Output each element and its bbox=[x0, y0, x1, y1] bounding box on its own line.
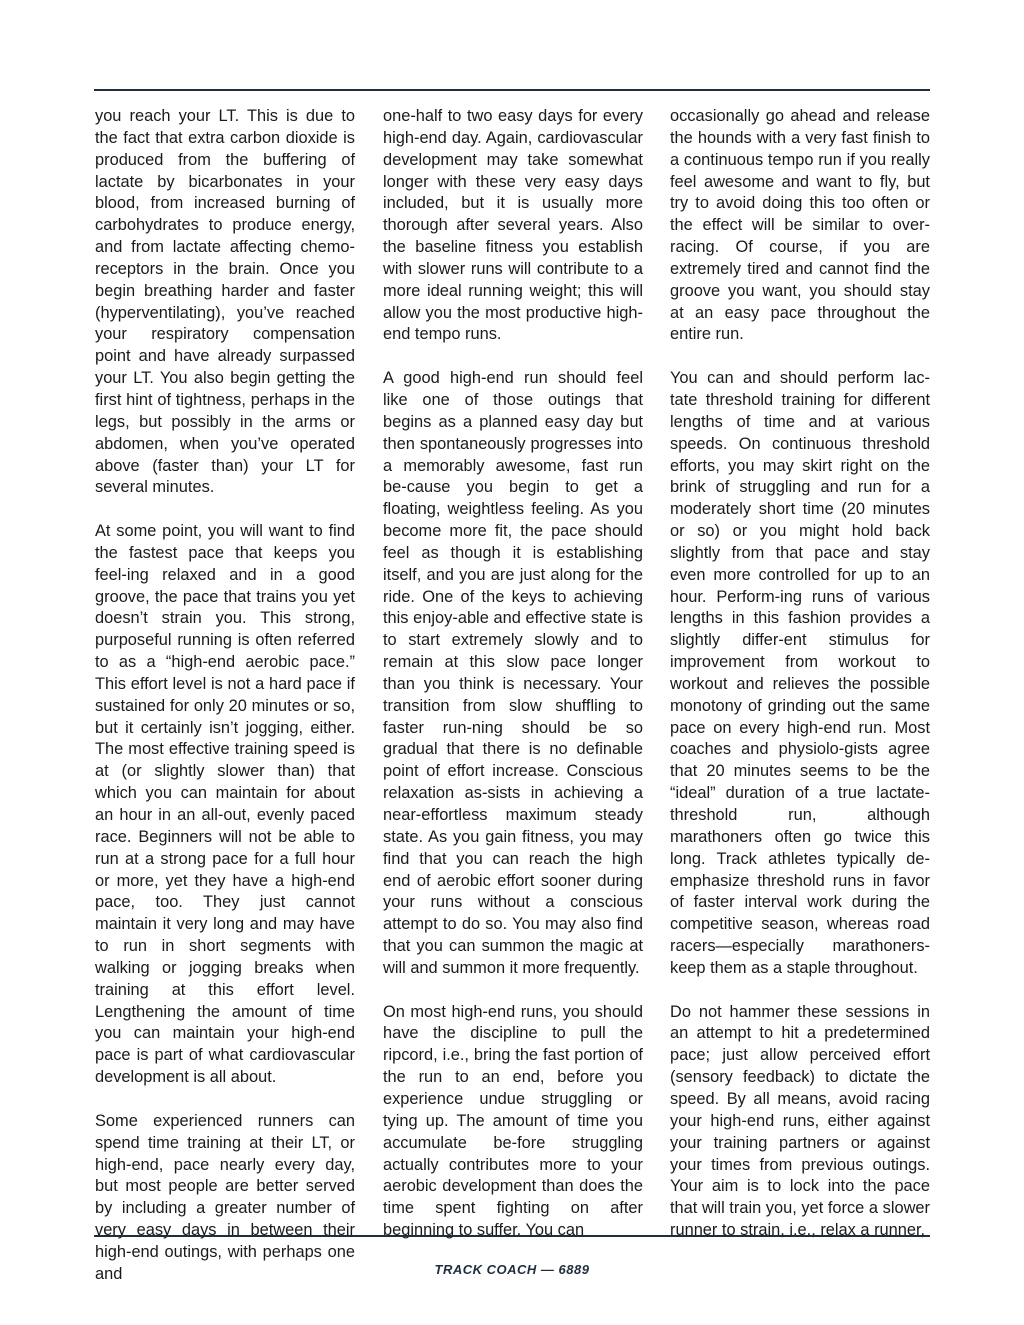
text-column-2 bbox=[383, 106, 643, 1242]
paragraph: occasionally go ahead and release the hounds with a very fast finish to a continuous tempo run if you really feel awesome and want to fly, but try to avoid doing this too often or the effect will be similar to over-racing. Of course, if you are extremely tired and cannot find the groove you want, you should stay at an easy pace throughout the entire run. bbox=[670, 107, 930, 344]
text-column-3 bbox=[670, 106, 930, 1242]
paragraph: one-half to two easy days for every high-end day. Again, cardiovascular development may take somewhat longer with these very easy days included, but it is usually more thorough after several years. Also the baseline fitness you establish with slower runs will contribute to a more ideal running weight; this will allow you the most productive high-end tempo runs. bbox=[383, 107, 643, 344]
paragraph: At some point, you will want to find the fastest pace that keeps you feel-ing relaxed and in a good groove, the pace that trains you yet doesn’t strain you. This strong, purposeful running is often referred to as a “high-end aerobic pace.” This effort level is not a hard pace if sustained for only 20 minutes or so, but it certainly isn’t jogging, either. The most effective training speed is at (or slightly slower than) that which you can maintain for about an hour in an all-out, evenly paced race. Beginners will not be able to run at a strong pace for a full hour or more, yet they have a high-end pace, too. They just cannot maintain it very long and may have to run in short segments with walking or jogging breaks when training at this effort level. Lengthening the amount of time you can maintain your high-end pace is part of what cardiovascular development is all about. bbox=[95, 522, 355, 1087]
paragraph: On most high-end runs, you should have the discipline to pull the ripcord, i.e., bring the fast portion of the run to an end, before you experience undue struggling or tying up. The amount of time you accumulate be-fore struggling actually contributes more to your aerobic development than does the time spent fighting on after beginning to suffer. You can bbox=[383, 1002, 643, 1240]
text-column-1 bbox=[95, 106, 355, 1286]
bottom-rule bbox=[94, 1235, 930, 1237]
paragraph: Do not hammer these sessions in an attempt to hit a predetermined pace; just allow perceived effort (sensory feedback) to dictate the speed. By all means, avoid racing your high-end runs, either against your training partners or against your times from previous outings. Your aim is to lock into the pace that will train you, yet force a slower runner to strain, i.e., relax a runner, bbox=[670, 1002, 930, 1240]
paragraph: You can and should perform lac-tate threshold training for different lengths of time and at various speeds. On continuous threshold efforts, you may skirt right on the brink of struggling and run for a moderately short time (20 minutes or so) or you might hold back slightly from that pace and stay even more controlled for up to an hour. Perform-ing runs of various lengths in this fashion provides a slightly differ-ent stimulus for improvement from workout to workout and relieves the possible monotony of grinding out the same pace on every high-end run. Most coaches and physiolo-gists agree that 20 minutes seems to be the “ideal” duration of a true lactate-threshold run, although marathoners often go twice this long. Track athletes typically de-emphasize threshold runs in favor of faster interval work during the competitive season, whereas road racers—especially marathoners-keep them as a staple throughout. bbox=[670, 369, 930, 977]
paragraph: you reach your LT. This is due to the fact that extra carbon dioxide is produced from the buffering of lactate by bicarbonates in your blood, from increased burning of carbohydrates to produce energy, and from lactate affecting chemo-receptors in the brain. Once you begin breathing harder and faster (hyperventilating), you’ve reached your respiratory compensation point and have already surpassed your LT. You also begin getting the first hint of tightness, perhaps in the legs, but possibly in the arms or abdomen, when you’ve operated above (faster than) your LT for several minutes. bbox=[95, 107, 355, 497]
paragraph: Some experienced runners can spend time training at their LT, or high-end, pace nearly every day, but most people are better served by including a greater number of very easy days in between their high-end outings, with perhaps one and bbox=[95, 1111, 355, 1283]
page-footer: TRACK COACH — 6889 bbox=[434, 1262, 590, 1277]
top-rule bbox=[94, 89, 930, 91]
paragraph: A good high-end run should feel like one of those outings that begins as a planned easy day but then spontaneously progresses into a memorably awesome, fast run be-cause you begin to get a floating, weightless feeling. As you become more fit, the pace should feel as though it is establishing itself, and you are just along for the ride. One of the keys to achieving this enjoy-able and effective state is to start extremely slowly and to remain at this slow pace longer than you think is necessary. Your transition from slow shuffling to faster run-ning should be so gradual that there is no definable point of effort increase. Conscious relaxation as-sists in achieving a near-effortless maximum steady state. As you gain fitness, you may find that you can reach the high end of aerobic effort sooner during your runs without a conscious attempt to do so. You may also find that you can summon the magic at will and summon it more frequently. bbox=[383, 369, 643, 977]
